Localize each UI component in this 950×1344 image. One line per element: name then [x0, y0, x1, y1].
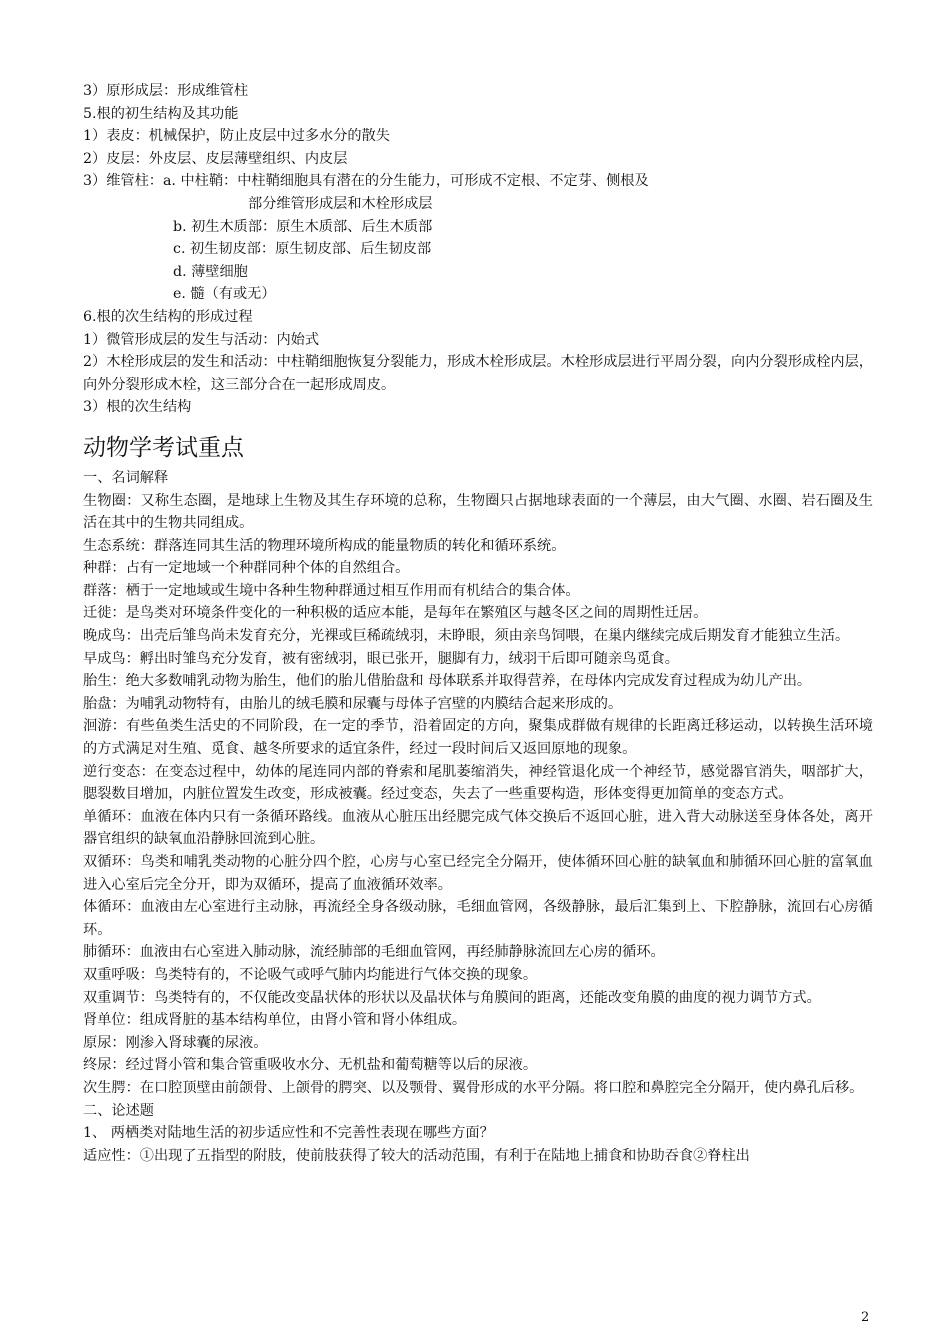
question: 1、 两栖类对陆地生活的初步适应性和不完善性表现在哪些方面？	[83, 1125, 494, 1142]
term-definition: 胎盘：为哺乳动物特有，由胎儿的绒毛膜和尿囊与母体子宫壁的内膜结合起来形成的。	[83, 695, 623, 712]
text-line: 1）表皮：机械保护，防止皮层中过多水分的散失	[83, 128, 390, 145]
term-definition: 晚成鸟：出壳后雏鸟尚未发育充分，光裸或巨稀疏绒羽，未睁眼，须由亲鸟饲喂，在巢内继续完成后期发育才能独立生活。	[83, 628, 850, 645]
term-definition: 原尿：刚渗入肾球囊的尿液。	[83, 1034, 268, 1051]
term-definition: 种群：占有一定地域一个种群同种个体的自然组合。	[83, 560, 410, 577]
text-line: b. 初生木质部：原生木质部、后生木质部	[173, 218, 433, 235]
term-definition: 逆行变态：在变态过程中，幼体的尾连同内部的脊索和尾肌萎缩消失，神经管退化成一个神经节，感觉器官消失，咽部扩大，腮裂数目增加，内脏位置发生改变，形成被囊。经过变态，失去了一些重要构造，形体变得更加简单的变态方式。	[83, 763, 873, 803]
text-line: 2）皮层：外皮层、皮层薄壁组织、内皮层	[83, 150, 348, 167]
term-definition: 次生腭：在口腔顶壁由前颌骨、上颌骨的腭突、以及颚骨、翼骨形成的水平分隔。将口腔和鼻腔完全分隔开，使内鼻孔后移。	[83, 1079, 864, 1096]
text-line: 3）维管柱：a. 中柱鞘：中柱鞘细胞具有潜在的分生能力，可形成不定根、不定芽、侧根及	[83, 173, 649, 190]
text-line: c. 初生韧皮部：原生韧皮部、后生韧皮部	[173, 241, 432, 258]
term-definition: 肺循环：血液由右心室进入肺动脉，流经肺部的毛细血管网，再经肺静脉流回左心房的循环。	[83, 944, 665, 961]
botany-section	[83, 80, 873, 419]
page-number: 2	[861, 1310, 870, 1325]
page-title: 动物学考试重点	[83, 434, 244, 461]
term-definition: 单循环：血液在体内只有一条循环路线。血液从心脏压出经腮完成气体交换后不返回心脏，进入背大动脉送至身体各处，离开器官组织的缺氧血沿静脉回流到心脏。	[83, 808, 873, 848]
term-definition: 胎生：绝大多数哺乳动物为胎生，他们的胎儿借胎盘和 母体联系并取得营养，在母体内完成发育过程成为幼儿产出。	[83, 673, 812, 690]
text-line: 3）原形成层：形成维管柱	[83, 83, 249, 99]
term-definition: 终尿：经过肾小管和集合管重吸收水分、无机盐和葡萄糖等以后的尿液。	[83, 1057, 538, 1074]
zoology-section	[83, 467, 873, 1167]
term-definition: 生物圈：又称生态圈，是地球上生物及其生存环境的总称，生物圈只占据地球表面的一个薄层，由大气圈、水圈、岩石圈及生活在其中的生物共同组成。	[83, 492, 873, 532]
term-definition: 体循环：血液由左心室进行主动脉，再流经全身各级动脉，毛细血管网，各级静脉，最后汇集到上、下腔静脉，流回右心房循环。	[83, 899, 873, 938]
text-line: d. 薄壁细胞	[173, 263, 248, 280]
text-line: 部分维管形成层和木栓形成层	[248, 195, 433, 212]
term-definition: 双重调节：鸟类特有的，不仅能改变晶状体的形状以及晶状体与角膜间的距离，还能改变角膜的曲度的视力调节方式。	[83, 989, 821, 1006]
term-definition: 洄游：有些鱼类生活史的不同阶段，在一定的季节，沿着固定的方向，聚集成群做有规律的长距离迁移运动，以转换生活环境的方式满足对生殖、觅食、越冬所要求的适宜条件，经过一段时间后又返回原地的现象。	[83, 718, 873, 758]
section-heading: 5.根的初生结构及其功能	[83, 105, 239, 122]
term-definition: 肾单位：组成肾脏的基本结构单位，由肾小管和肾小体组成。	[83, 1012, 467, 1029]
term-definition: 双循环：鸟类和哺乳类动物的心脏分四个腔，心房与心室已经完全分隔开，使体循环回心脏的缺氧血和肺循环回心脏的富氧血进入心室后完全分开，即为双循环，提高了血液循环效率。	[83, 854, 873, 893]
text-line: 3）根的次生结构	[83, 399, 192, 416]
term-definition: 群落：栖于一定地域或生境中各种生物种群通过相互作用而有机结合的集合体。	[83, 582, 580, 599]
document-page	[83, 80, 873, 1167]
term-definition: 生态系统：群落连同其生活的物理环境所构成的能量物质的转化和循环系统。	[83, 537, 566, 554]
section-heading: 一、名词解释	[83, 469, 169, 486]
text-paragraph: 2）木栓形成层的发生和活动：中柱鞘细胞恢复分裂能力，形成木栓形成层。木栓形成层进行平周分裂，向内分裂形成栓内层，向外分裂形成木栓，这三部分合在一起形成周皮。	[83, 354, 873, 393]
section-heading: 二、论述题	[83, 1102, 154, 1119]
term-definition: 双重呼吸：鸟类特有的，不论吸气或呼气肺内均能进行气体交换的现象。	[83, 966, 538, 983]
text-line: 1）微管形成层的发生与活动：内始式	[83, 331, 320, 348]
section-heading: 6.根的次生结构的形成过程	[83, 308, 253, 325]
answer-text: 适应性：①出现了五指型的附肢，使前肢获得了较大的活动范围，有利于在陆地上捕食和协助吞食②脊柱出	[83, 1147, 750, 1164]
text-line: e. 髓（有或无）	[173, 286, 276, 303]
term-definition: 早成鸟：孵出时雏鸟充分发育，被有密绒羽，眼已张开，腿脚有力，绒羽干后即可随亲鸟觅食。	[83, 650, 679, 667]
term-definition: 迁徙：是鸟类对环境条件变化的一种积极的适应本能，是每年在繁殖区与越冬区之间的周期性迁居。	[83, 605, 708, 622]
